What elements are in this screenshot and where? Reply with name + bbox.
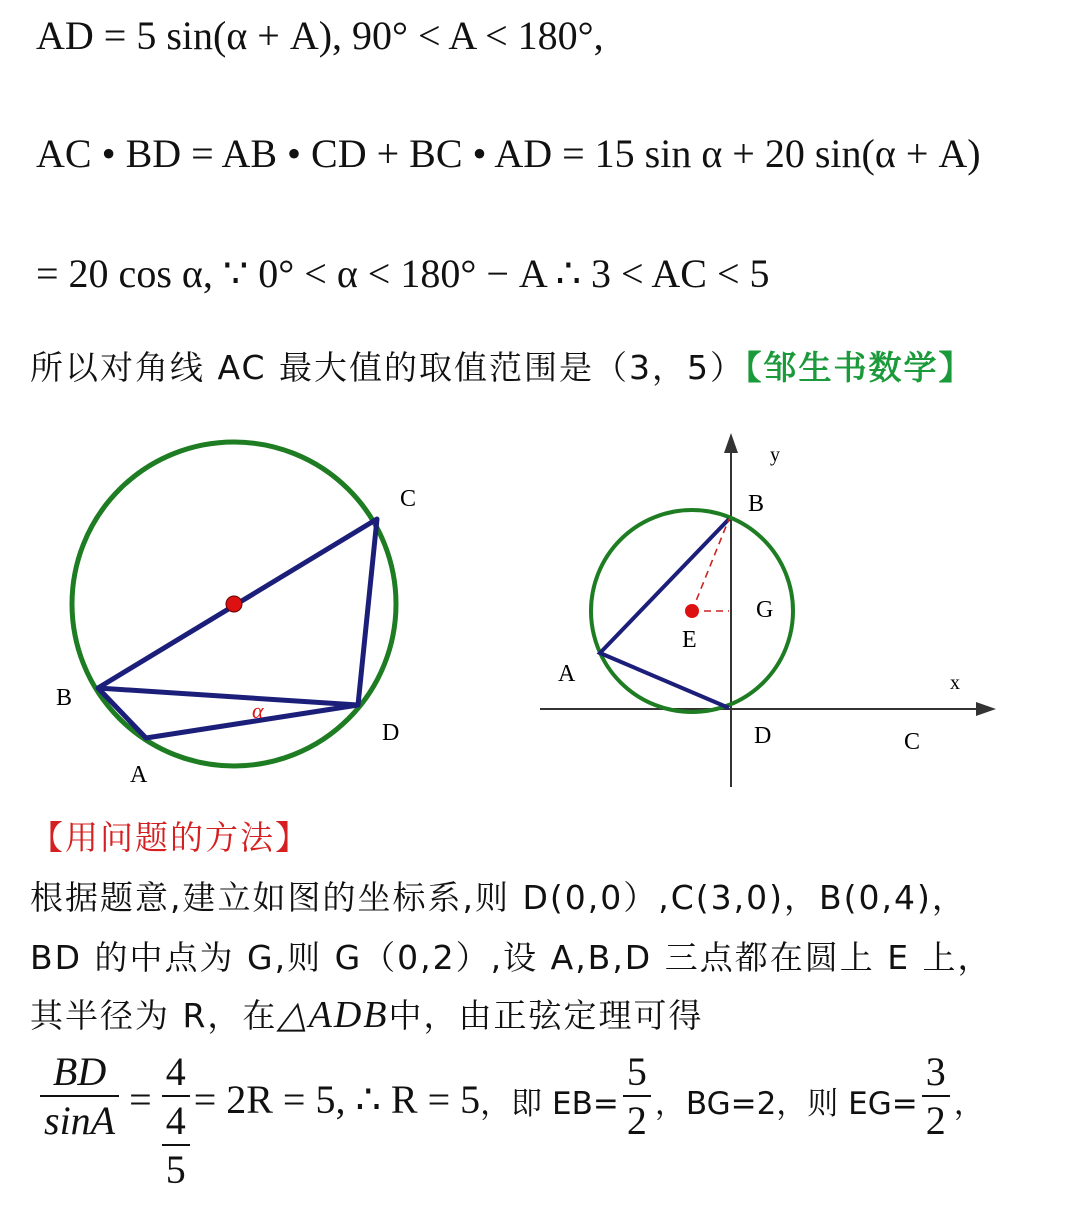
equation-line-2: AC • BD = AB • CD + BC • AD = 15 sin α + 20 sin(α + A) [36,131,981,176]
label-A2: A [558,661,576,687]
figure-coordinate-system [530,425,1010,795]
frac-2: 2 [626,1098,647,1143]
x-axis-arrow [976,702,996,716]
label-y: y [770,444,780,466]
diagonal-bd [98,688,358,705]
y-axis-arrow [724,433,738,453]
nested-fraction [162,1097,190,1193]
label-A: A [130,762,148,788]
frac-3: 3 [922,1048,950,1097]
conclusion-line [30,342,974,389]
label-E: E [682,627,697,653]
figure-cyclic-quadrilateral [40,420,460,800]
fraction-3-2 [922,1048,950,1144]
center-point [226,596,242,612]
frac-sina: sinA [44,1098,116,1143]
label-G: G [756,597,774,623]
triangle-adb: △ADB [277,994,389,1036]
formula-text-3: ， [953,1086,985,1122]
conclusion-text: 所以对角线 AC 最大值的取值范围是（3，5） [30,348,746,387]
method-line-3b: 中，由正弦定理可得 [388,996,704,1035]
label-alpha: α [252,698,264,723]
label-B: B [56,685,73,711]
brand-tag: 【邹生书数学】 [745,348,974,387]
formula-text-1: ，即 EB= [480,1086,619,1122]
frac-den-5: 5 [165,1147,186,1192]
final-formula [36,1048,985,1208]
formula-middle: = 2R = 5, ∴ R = 5 [193,1077,481,1122]
method-line-1: 根据题意,建立如图的坐标系,则 D(0,0）,C(3,0)，B(0,4)， [30,878,967,917]
label-D: D [382,720,400,746]
frac-num-4b: 4 [162,1097,190,1146]
frac-num-4: 4 [162,1048,190,1097]
label-x: x [950,672,960,694]
method-line-3 [30,990,704,1037]
label-D2: D [754,723,772,749]
label-C2: C [904,729,921,755]
fraction-bd-sina [40,1048,119,1144]
equals-1: = [129,1077,152,1122]
fraction-5-2 [623,1048,651,1144]
equation-line-1: AD = 5 sin(α + A), 90° < A < 180°, [36,13,604,58]
method-line-3a: 其半径为 R，在 [30,996,278,1035]
equation-line-3: = 20 cos α, ∵ 0° < α < 180° − A ∴ 3 < AC < 5 [36,251,770,296]
label-B2: B [748,491,765,517]
segment-eb [692,519,729,611]
point-e [685,604,699,618]
method-heading: 【用问题的方法】 [30,818,310,857]
formula-text-2: ，BG=2，则 EG= [654,1086,918,1122]
fraction-4-over-4-5 [162,1048,190,1193]
frac-bd: BD [40,1048,119,1097]
method-line-2: BD 的中点为 G,则 G（0,2）,设 A,B,D 三点都在圆上 E 上， [30,938,993,977]
fraction-4-5 [162,1097,190,1193]
label-C: C [400,486,417,512]
frac-5: 5 [623,1048,651,1097]
frac-2b: 2 [925,1098,946,1143]
